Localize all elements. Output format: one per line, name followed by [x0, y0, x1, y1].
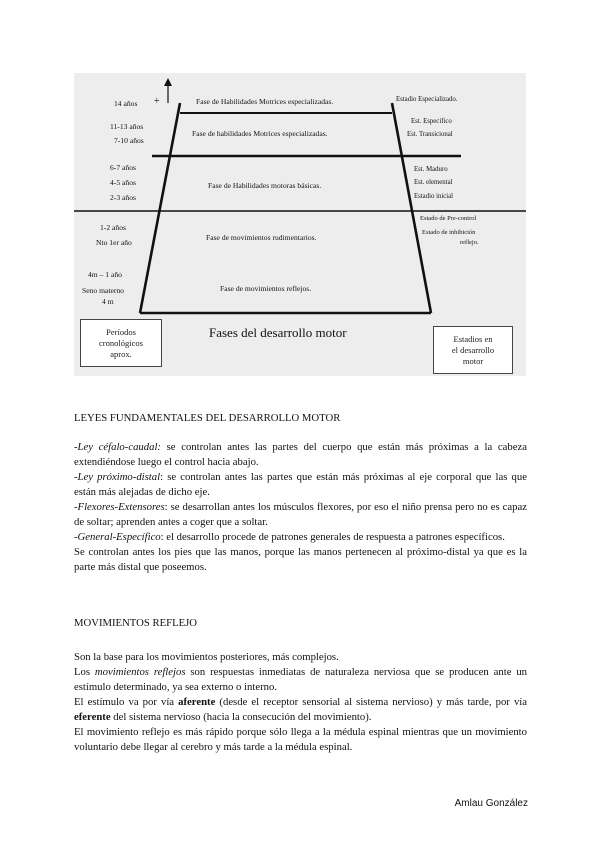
age-label-11-13: 11-13 años [110, 122, 144, 131]
stage-label-initial: Estadio inicial [414, 193, 454, 200]
law-description: : se controlan antes las partes que están más próximas al eje corporal que las que están más alejadas de dicho eje. [74, 471, 527, 498]
law-term: -General-Específico [74, 531, 161, 543]
stage-label-specific: Est. Específico [411, 118, 452, 125]
law-general-specific [74, 530, 527, 545]
author-name: Amlau González [454, 798, 528, 809]
stage-label-mature: Est. Maduro [414, 166, 448, 173]
laws-text-block [74, 440, 527, 575]
age-label-4m-1: 4m – 1 año [88, 270, 122, 279]
phase-label-1: Fase de Habilidades Motrices especializadas. [196, 97, 334, 106]
stage-label-transitional: Est. Transicional [407, 131, 453, 138]
arrow-head [164, 78, 172, 86]
text-run: son respuestas inmediatas de naturaleza nerviosa que se producen ante un estímulo determinado, ya sea externo o interno. [74, 666, 528, 693]
age-label-4-5: 4-5 años [110, 178, 136, 187]
left-legend-box [80, 319, 162, 367]
law-term: -Flexores-Extensores [74, 501, 165, 513]
age-label-6-7: 6-7 años [110, 163, 136, 172]
age-label-4m: 4 m [102, 297, 114, 306]
age-label-breast: Seno materno [82, 286, 124, 295]
stage-label-reflex: reflejo. [460, 239, 479, 246]
left-legend-line-2: cronológicos [99, 337, 143, 348]
right-legend-box [433, 326, 513, 374]
reflex-term: movimientos reflejos [94, 666, 186, 678]
age-label-7-10: 7-10 años [114, 136, 144, 145]
stage-label-specialized: Estadio Especializado. [396, 96, 458, 103]
law-cephalocaudal [74, 440, 527, 470]
stage-label-inhibition: Estado de inhibición [422, 229, 476, 236]
law-description: : se desarrollan antes los músculos flexores, por eso el niño prensa pero no es capaz de soltar; aprenden antes a coger que a soltar. [74, 501, 527, 528]
laws-note: Se controlan antes los pies que las manos, porque las manos pertenecen al próximo-distal ya que es la parte más distal que poseemos. [74, 546, 527, 573]
stage-label-elemental: Est. elemental [414, 179, 453, 186]
phase-label-5: Fase de movimientos reflejos. [220, 284, 312, 293]
law-description: se controlan antes las partes del cuerpo que están más próximas a la cabeza extendiéndose luego el control hacia abajo. [74, 441, 527, 468]
phase-label-4: Fase de movimientos rudimentarios. [206, 233, 317, 242]
pyramid-left-edge [140, 103, 180, 313]
age-label-1-2: 1-2 años [100, 223, 126, 232]
phase-label-2: Fase de habilidades Motrices especializadas. [192, 129, 328, 138]
reflex-paragraph-1: Son la base para los movimientos posteriores, más complejos. [74, 651, 339, 663]
right-legend-line-1: Estadios en [453, 333, 493, 344]
right-legend-line-3: motor [462, 355, 484, 366]
left-legend-line-1: Períodos [106, 326, 136, 337]
age-label-birth: Nto 1er año [96, 238, 132, 247]
age-label-2-3: 2-3 años [110, 193, 136, 202]
efferent-term: eferente [74, 711, 111, 723]
age-label-14: 14 años [114, 99, 138, 108]
reflex-paragraph-3 [74, 695, 527, 725]
text-run: Los [74, 666, 95, 678]
law-flexors-extensors [74, 500, 527, 530]
reflex-paragraph-4: El movimiento reflejo es más rápido porque sólo llega a la médula espinal mientras que un movimiento voluntario debe llegar al cerebro y más tarde a la médula espinal. [74, 726, 527, 753]
reflexes-text-block [74, 650, 527, 755]
law-term: -Ley próximo-distal [74, 471, 161, 483]
text-run: del sistema nervioso (hacia la consecución del movimiento). [110, 711, 372, 723]
reflex-paragraph-2 [74, 665, 527, 695]
stage-label-precontrol: Estado de Pre-control [420, 215, 477, 222]
law-proximodistal [74, 470, 527, 500]
afferent-term: aferente [178, 696, 216, 708]
motor-development-figure [74, 73, 526, 376]
section-heading-laws: LEYES FUNDAMENTALES DEL DESARROLLO MOTOR [74, 412, 341, 424]
left-legend-line-3: aprox. [110, 348, 132, 359]
figure-title: Fases del desarrollo motor [209, 325, 347, 340]
right-legend-line-2: el desarrollo [451, 344, 495, 355]
law-description: : el desarrollo procede de patrones generales de respuesta a patrones específicos. [160, 531, 505, 543]
law-term: -Ley céfalo-caudal: [74, 441, 161, 453]
phase-label-3: Fase de Habilidades motoras básicas. [208, 181, 322, 190]
text-run: (desde el receptor sensorial al sistema nervioso) y más tarde, por vía [215, 696, 527, 708]
plus-sign: + [154, 96, 160, 107]
text-run: El estímulo va por vía [74, 696, 179, 708]
section-heading-reflexes: MOVIMIENTOS REFLEJO [74, 617, 198, 629]
